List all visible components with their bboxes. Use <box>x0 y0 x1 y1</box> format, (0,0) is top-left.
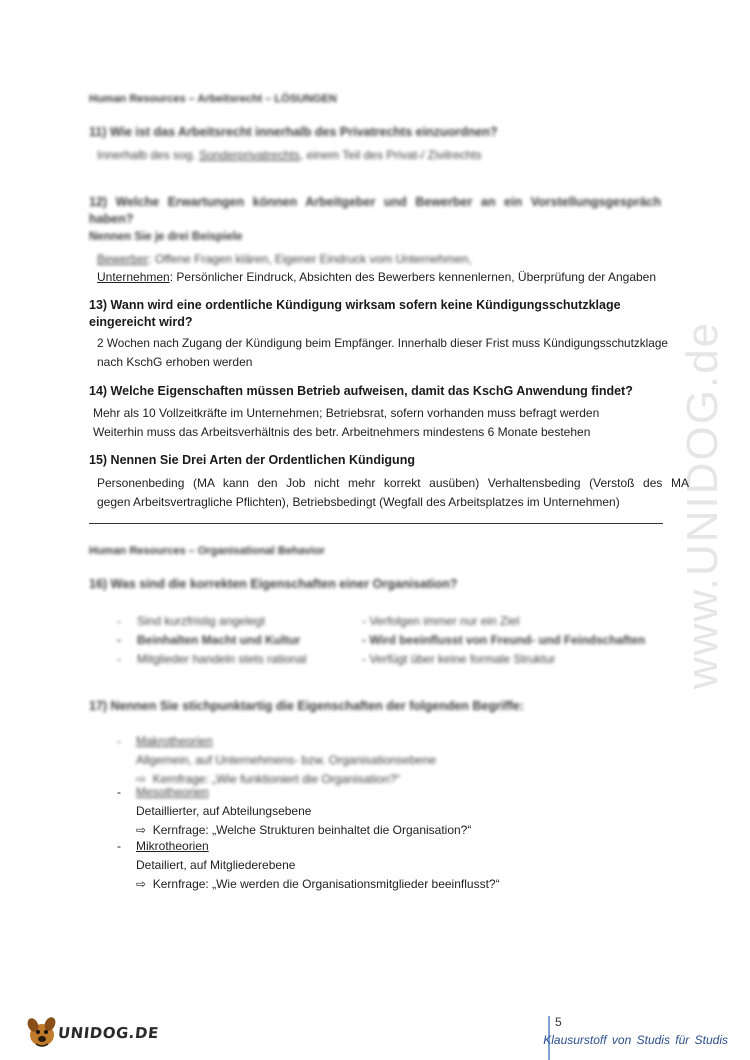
answer-12-bewerber-label: Bewerber <box>97 252 149 266</box>
question-11: 11) Wie ist das Arbeitsrecht innerhalb des Privatrechts einzuordnen? <box>89 125 498 139</box>
term-label: Mesotheorien <box>136 785 209 799</box>
answer-14-line2: Weiterhin muss das Arbeitsverhältnis des betr. Arbeitnehmers mindestens 6 Monate bestehen <box>93 425 591 439</box>
question-16: 16) Was sind die korrekten Eigenschaften einer Organisation? <box>89 577 458 591</box>
answer-11-suffix: , einem Teil des Privat-/ Zivilrechts <box>299 148 482 162</box>
option-left: Sind kurzfristig angelegt <box>137 614 266 628</box>
option-left: Beinhalten Macht und Kultur <box>137 633 301 647</box>
answer-12-line1 <box>97 250 677 269</box>
question-12: 12) Welche Erwartungen können Arbeitgeber und Bewerber an ein Vorstellungsgespräch haben? <box>89 195 661 226</box>
answer-12-unternehmen-text: : Persönlicher Eindruck, Absichten des Bewerbers kennenlernen, Überprüfung der Angaben <box>169 270 657 284</box>
answer-14 <box>93 404 693 442</box>
question-13 <box>89 297 669 331</box>
answer-14-line1: Mehr als 10 Vollzeitkräfte im Unternehmen; Betriebsrat, sofern vorhanden muss befragt werden <box>93 406 600 420</box>
answer-13-line2: nach KschG erhoben werden <box>97 355 253 369</box>
term-description: Detaillierter, auf Abteilungsebene <box>136 804 312 818</box>
answer-12-unternehmen-label: Unternehmen <box>97 270 170 284</box>
answer-13-line1: 2 Wochen nach Zugang der Kündigung beim Empfänger. Innerhalb dieser Frist muss Kündigungsschutzklage <box>97 336 668 350</box>
term-core-text: Kernfrage: „Welche Strukturen beinhaltet die Organisation?“ <box>152 823 472 837</box>
answer-11 <box>97 146 677 165</box>
arrow-icon: ⇨ <box>136 877 147 891</box>
section-title-organisational-behavior: Human Resources – Organisational Behavior <box>89 545 325 557</box>
option-right: - Wird beeinflusst von Freund- und Feindschaften <box>362 633 646 647</box>
term-label: Makrotheorien <box>136 734 213 748</box>
term-description: Allgemein, auf Unternehmens- bzw. Organisationsebene <box>136 753 437 767</box>
term-item-meso <box>117 783 677 840</box>
question-15: 15) Nennen Sie Drei Arten der Ordentlichen Kündigung <box>89 453 415 467</box>
bullet-dash: - <box>117 839 121 853</box>
term-item-makro <box>117 732 677 789</box>
term-description: Detailiert, auf Mitgliederebene <box>136 858 296 872</box>
answer-12-bewerber-text: : Offene Fragen klären, Eigener Eindruck vom Unternehmen, <box>148 252 472 266</box>
option-right: - Verfügt über keine formale Struktur <box>362 652 556 666</box>
question-14: 14) Welche Eigenschaften müssen Betrieb aufweisen, damit das KschG Anwendung findet? <box>89 384 633 398</box>
answer-15-line1: Personenbeding (MA kann den Job nicht mehr korrekt ausüben) Verhaltensbeding (Verstoß des MA <box>97 476 689 490</box>
bullet-dash: - <box>117 785 121 799</box>
watermark-text: www.UNIDOG.de <box>678 320 728 690</box>
question-16-options <box>117 612 677 669</box>
answer-11-prefix: Innerhalb des sog. <box>97 148 200 162</box>
bullet-dash: - <box>117 614 121 628</box>
bullet-dash: - <box>117 633 121 647</box>
answer-13 <box>97 334 717 372</box>
term-core-text: Kernfrage: „Wie funktioniert die Organisation?“ <box>152 772 401 786</box>
option-row <box>117 650 677 669</box>
question-13-line2: eingereicht wird? <box>89 315 193 329</box>
unidog-logo <box>22 1013 162 1049</box>
bullet-dash: - <box>117 652 121 666</box>
footer-tagline: Klausurstoff von Studis für Studis <box>543 1033 728 1047</box>
logo-text: UNIDOG.DE <box>57 1024 160 1042</box>
term-item-mikro <box>117 837 677 894</box>
option-row <box>117 631 677 650</box>
answer-11-term: Sonderprivatrechts <box>199 148 300 162</box>
option-left: Mitglieder handeln stets rational <box>137 652 307 666</box>
page-number: 5 <box>555 1015 562 1029</box>
answer-12-line2 <box>97 268 697 287</box>
question-12-sub: Nennen Sie je drei Beispiele <box>89 231 243 243</box>
term-label: Mikrotheorien <box>136 839 209 853</box>
answer-15 <box>97 474 689 512</box>
question-13-line1: 13) Wann wird eine ordentliche Kündigung wirksam sofern keine Kündigungsschutzklage <box>89 298 621 312</box>
dog-mascot-icon <box>22 1013 62 1049</box>
arrow-icon: ⇨ <box>136 772 147 786</box>
term-core-text: Kernfrage: „Wie werden die Organisationsmitglieder beeinflusst?“ <box>152 877 500 891</box>
question-17: 17) Nennen Sie stichpunktartig die Eigenschaften der folgenden Begriffe: <box>89 699 524 713</box>
option-row <box>117 612 677 631</box>
section-divider <box>89 523 663 524</box>
bullet-dash: - <box>117 734 121 748</box>
arrow-icon: ⇨ <box>136 823 147 837</box>
option-right: - Verfolgen immer nur ein Ziel <box>362 614 520 628</box>
section-title-arbeitsrecht: Human Resources – Arbeitsrecht – LÖSUNGEN <box>89 93 337 105</box>
term-core-question <box>117 875 677 894</box>
answer-15-line2: gegen Arbeitsvertragliche Pflichten), Betriebsbedingt (Wegfall des Arbeitsplatzes im Unternehmen) <box>97 495 620 509</box>
